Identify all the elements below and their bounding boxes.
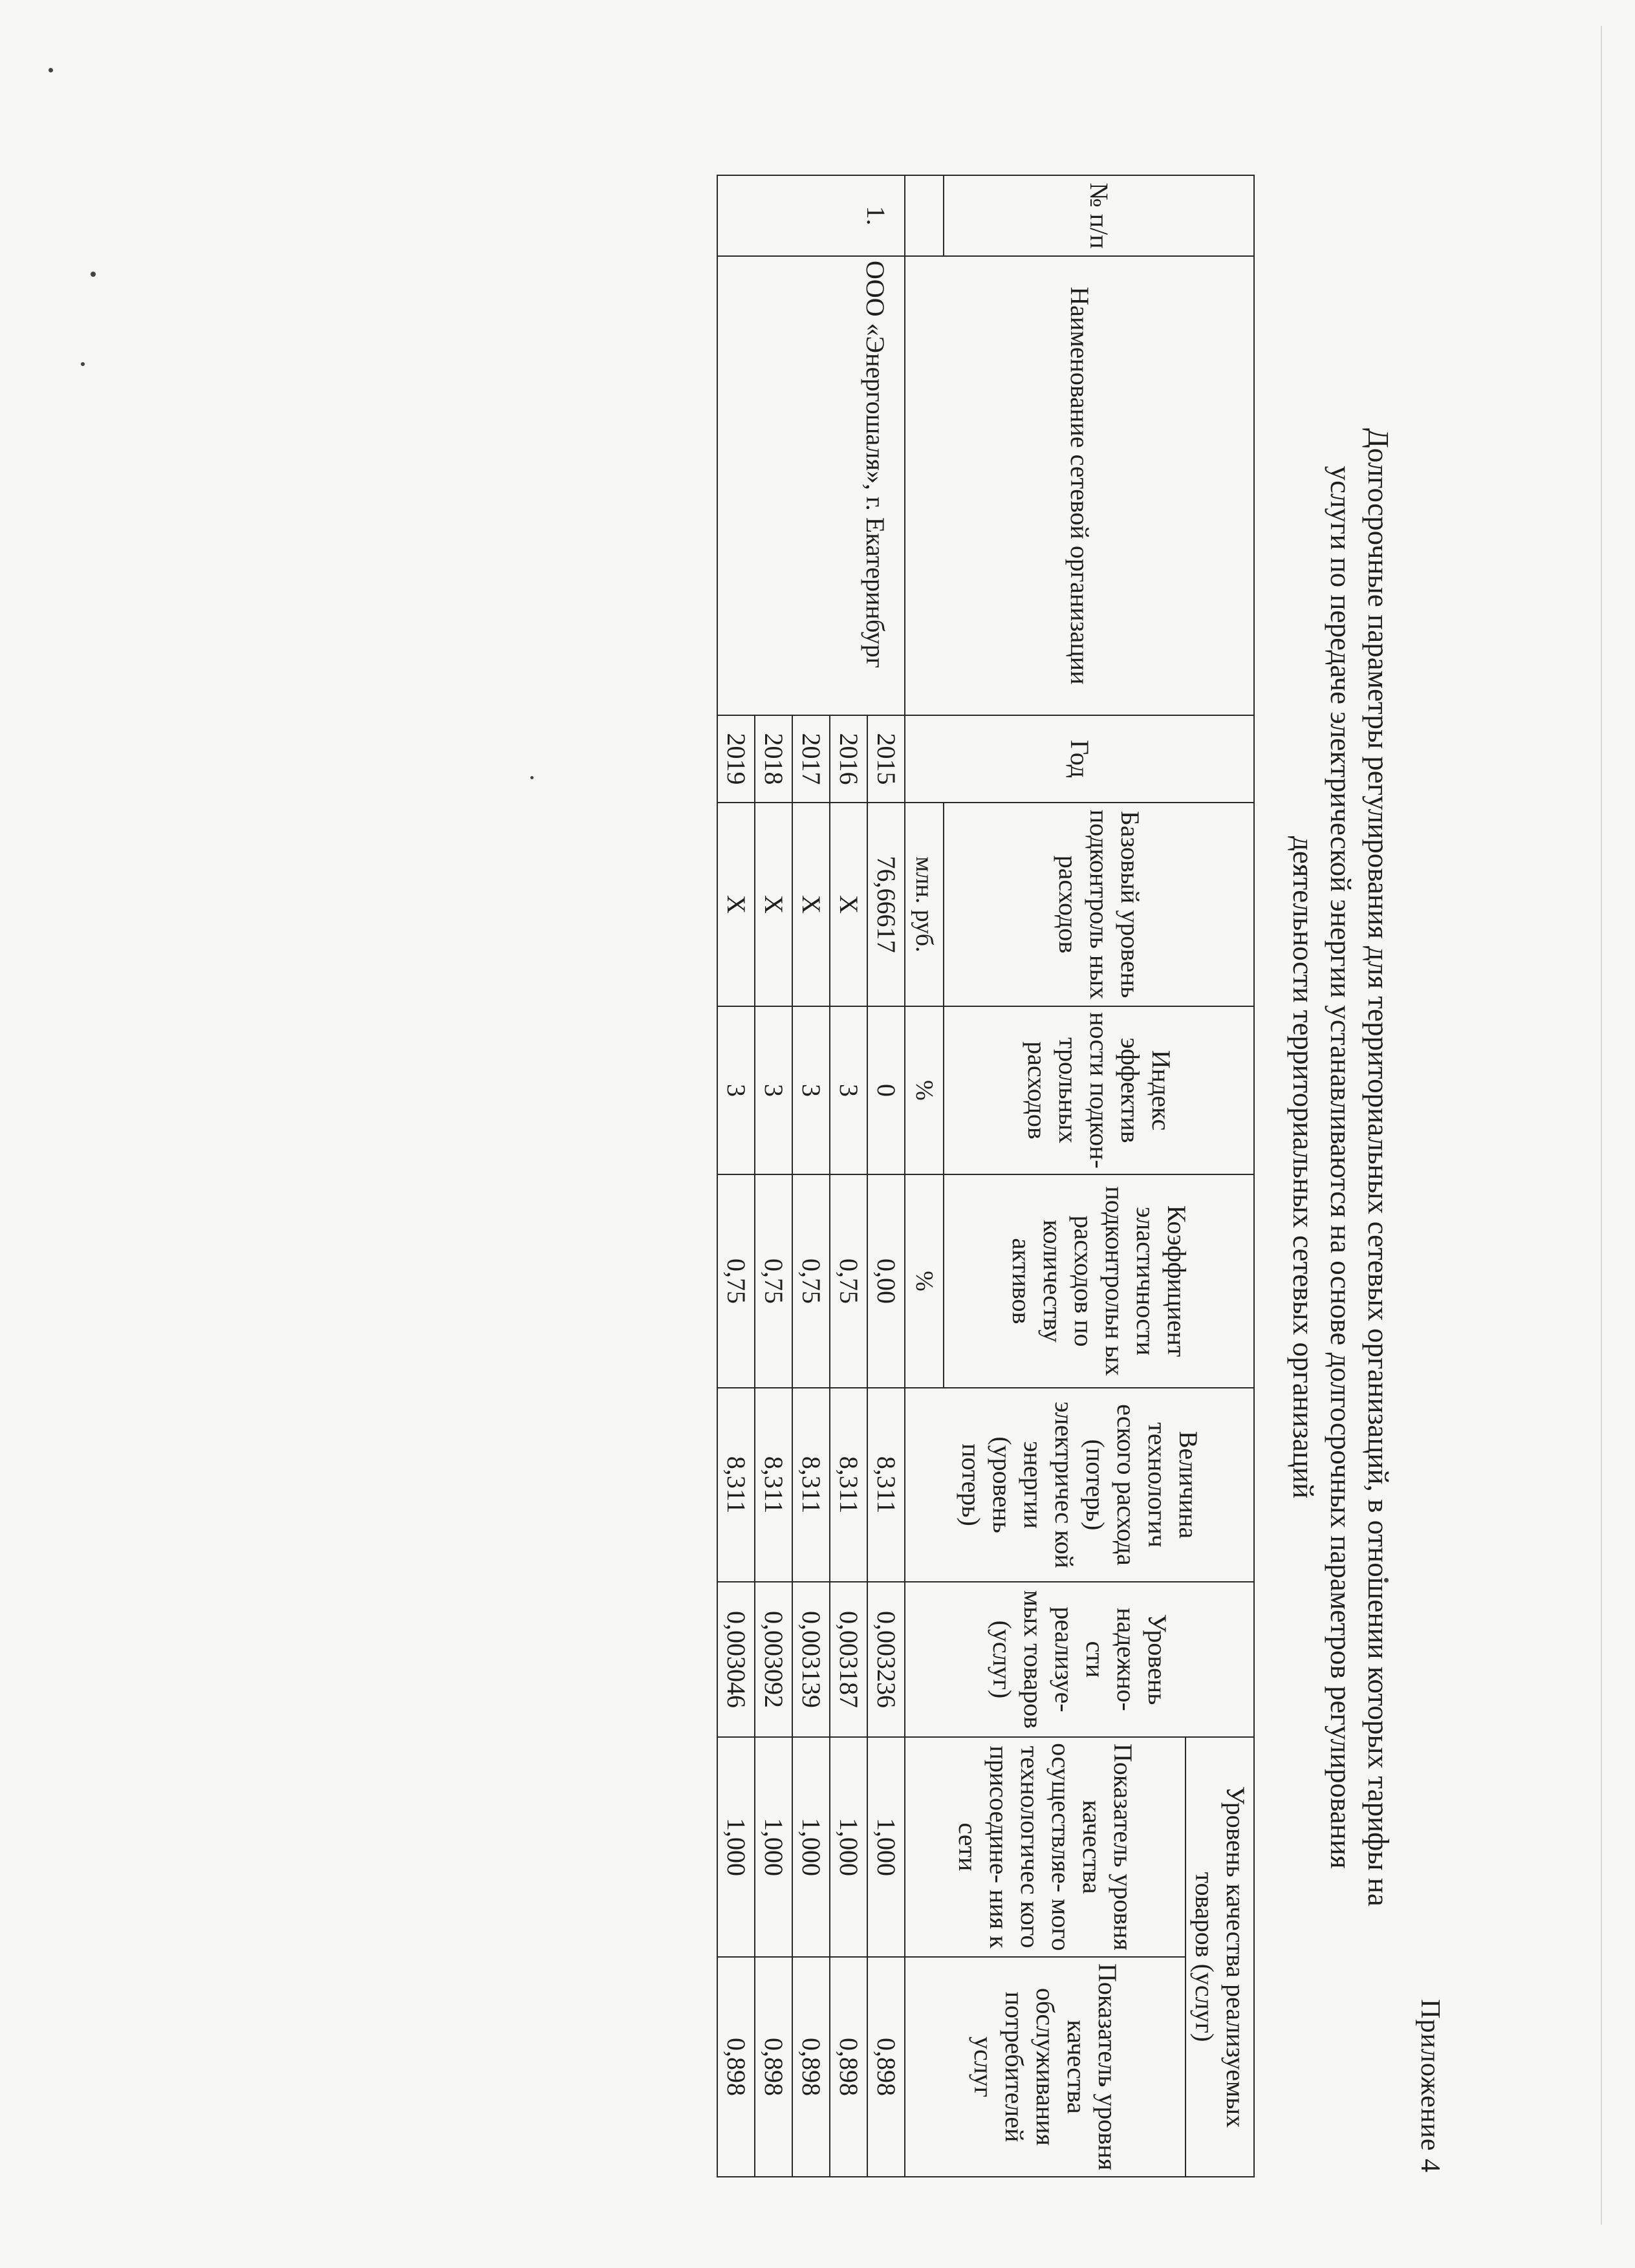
index-cell: 3 (792, 1006, 830, 1174)
parameters-table (717, 175, 1255, 2177)
year-cell: 2019 (717, 715, 755, 803)
loss-cell: 8,311 (717, 1388, 755, 1582)
year-cell: 2017 (792, 715, 830, 803)
reliability-cell: 0,003236 (867, 1582, 905, 1737)
index-cell: 3 (755, 1006, 792, 1174)
quality-tech-cell: 1,000 (830, 1737, 867, 1957)
scan-page-edge (1601, 26, 1602, 2225)
scan-speck (81, 362, 85, 366)
quality-tech-cell: 1,000 (792, 1737, 830, 1957)
appendix-label: Приложение 4 (1415, 1999, 1445, 2173)
quality-service-cell: 0,898 (755, 1957, 792, 2177)
row-number: 1. (717, 175, 905, 256)
title-line-1: Долгосрочные параметры регулирования для территориальных сетевых организаций, в отношении которых тарифы на (1362, 428, 1394, 1906)
header-reliability: Уровень надежно- сти реализуе- мых товаров (услуг) (905, 1582, 1254, 1737)
base-cell: Х (830, 803, 867, 1006)
coef-cell: 0,75 (717, 1174, 755, 1388)
index-cell: 3 (830, 1006, 867, 1174)
header-loss: Величина технологич еского расхода (потерь) электричес кой энергии (уровень потерь) (905, 1388, 1254, 1582)
coef-cell: 0,75 (830, 1174, 867, 1388)
quality-tech-cell: 1,000 (755, 1737, 792, 1957)
coef-cell: 0,00 (867, 1174, 905, 1388)
header-base: Базовый уровень подконтроль ных расходов (944, 803, 1254, 1006)
coef-cell: 0,75 (755, 1174, 792, 1388)
quality-service-cell: 0,898 (717, 1957, 755, 2177)
quality-service-cell: 0,898 (792, 1957, 830, 2177)
scan-speck (91, 272, 96, 277)
quality-service-cell: 0,898 (867, 1957, 905, 2177)
loss-cell: 8,311 (755, 1388, 792, 1582)
document-title (1284, 155, 1397, 2179)
year-cell: 2015 (867, 715, 905, 803)
header-quality-group: Уровень качества реализуемых товаров (услуг) (1186, 1737, 1254, 2177)
unit-index: % (905, 1006, 944, 1174)
year-cell: 2018 (755, 715, 792, 803)
base-cell: Х (792, 803, 830, 1006)
header-quality-tech: Показатель уровня качества осуществляе- мого технологичес кого присоедине- ния к сети (905, 1737, 1186, 1957)
header-index: Индекс эффектив ности подкон- трольных расходов (944, 1006, 1254, 1174)
year-cell: 2016 (830, 715, 867, 803)
unit-num (905, 175, 944, 256)
reliability-cell: 0,003187 (830, 1582, 867, 1737)
reliability-cell: 0,003139 (792, 1582, 830, 1737)
rotated-document-sheet (136, 155, 1445, 2179)
base-cell: Х (755, 803, 792, 1006)
loss-cell: 8,311 (830, 1388, 867, 1582)
table-row (867, 175, 905, 2177)
header-org: Наименование сетевой организации (905, 256, 1254, 715)
header-quality-service: Показатель уровня качества обслуживания потребителей услуг (905, 1957, 1186, 2177)
base-cell: Х (717, 803, 755, 1006)
index-cell: 3 (717, 1006, 755, 1174)
quality-service-cell: 0,898 (830, 1957, 867, 2177)
unit-coef: % (905, 1174, 944, 1388)
base-cell: 76,66617 (867, 803, 905, 1006)
quality-tech-cell: 1,000 (867, 1737, 905, 1957)
coef-cell: 0,75 (792, 1174, 830, 1388)
header-coef: Коэффициент эластичности подконтрольн ых расходов по количеству активов (944, 1174, 1254, 1388)
title-line-2: услуги по передаче электрической энергии устанавливаются на основе долгосрочных параметров регулирования (1325, 466, 1357, 1869)
loss-cell: 8,311 (792, 1388, 830, 1582)
scan-speck (49, 68, 53, 72)
unit-base: млн. руб. (905, 803, 944, 1006)
quality-tech-cell: 1,000 (717, 1737, 755, 1957)
reliability-cell: 0,003046 (717, 1582, 755, 1737)
reliability-cell: 0,003092 (755, 1582, 792, 1737)
index-cell: 0 (867, 1006, 905, 1174)
header-num: № п/п (944, 175, 1254, 256)
header-year: Год (905, 715, 1254, 803)
header-row (1186, 175, 1254, 2177)
loss-cell: 8,311 (867, 1388, 905, 1582)
title-line-3: деятельности территориальных сетевых организаций (1287, 836, 1319, 1499)
organization-name: ООО «Энергошаля», г. Екатеринбург (717, 256, 905, 715)
